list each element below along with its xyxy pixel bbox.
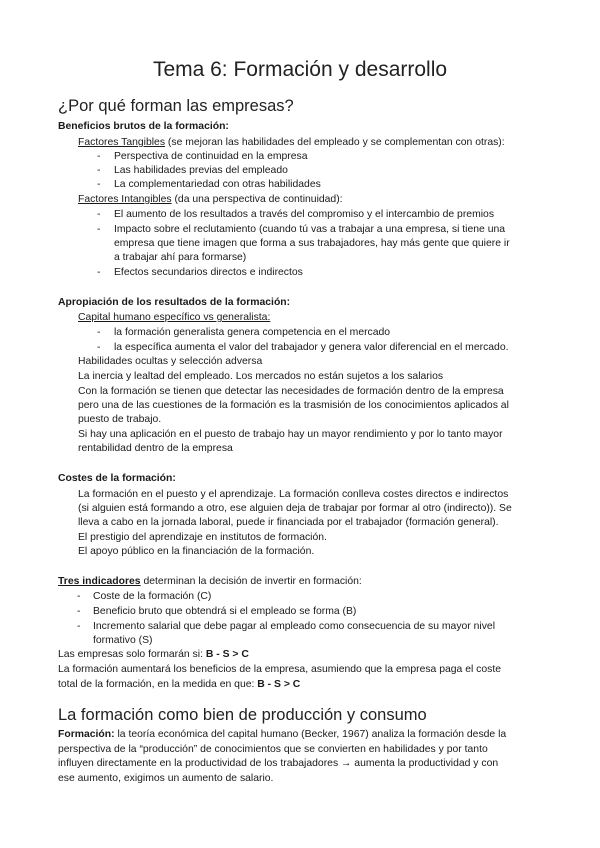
beneficios-heading: Beneficios brutos de la formación:: [58, 121, 229, 132]
list-item: Efectos secundarios directos e indirectos: [114, 267, 303, 278]
formacion-line: [58, 728, 506, 741]
apropiacion-heading: Apropiación de los resultados de la formación:: [58, 297, 291, 308]
aumenta-line2: [58, 678, 300, 691]
dash-bullet: -: [77, 591, 81, 602]
list-item: Coste de la formación (C): [93, 591, 212, 602]
dash-bullet: -: [97, 165, 101, 176]
capital-label: Capital humano específico vs generalista:: [78, 312, 271, 323]
intangibles-label: Factores Intangibles: [78, 194, 172, 205]
costes-heading: Costes de la formación:: [58, 473, 176, 484]
formacion-label: Formación:: [58, 729, 115, 740]
paragraph-line: El apoyo público en la financiación de la formación.: [78, 546, 315, 557]
paragraph-line: rentabilidad dentro de la empresa: [78, 443, 233, 454]
paragraph-line: ese aumento, exigimos un aumento de salario.: [58, 773, 274, 784]
tangibles-label: Factores Tangibles: [78, 137, 166, 148]
dash-bullet: -: [97, 342, 101, 353]
dash-bullet: -: [97, 327, 101, 338]
list-item-cont: a trabajar ahí para formarse): [114, 252, 247, 263]
solo-formaran-line: [58, 648, 249, 661]
section-heading-why-train: ¿Por qué forman las empresas?: [58, 97, 294, 115]
aumenta-formula: B - S > C: [257, 679, 301, 690]
paragraph-line: Habilidades ocultas y selección adversa: [78, 356, 263, 367]
tangibles-rest: (se mejoran las habilidades del empleado y se complementan con otras):: [165, 137, 505, 148]
list-item-cont: formativo (S): [93, 635, 153, 646]
paragraph-line: perspectiva de la “producción” de conocimientos que se convierten en habilidades y por tanto: [58, 744, 488, 755]
paragraph-line: La inercia y lealtad del empleado. Los mercados no están sujetos a los salarios: [78, 371, 444, 382]
list-item-cont: empresa que tiene imagen que forma a sus trabajadores, hay más gente que quiere ir: [114, 238, 510, 249]
list-item: Incremento salarial que debe pagar al empleado como consecuencia de su mayor nivel: [93, 621, 496, 632]
list-item: Perspectiva de continuidad en la empresa: [114, 151, 308, 162]
list-item: El aumento de los resultados a través del compromiso y el intercambio de premios: [114, 209, 495, 220]
list-item: Impacto sobre el reclutamiento (cuando tú vas a trabajar a una empresa, si tiene una: [114, 224, 506, 235]
formacion-rest: la teoría económica del capital humano (Becker, 1967) analiza la formación desde la: [114, 729, 507, 740]
tres-indicadores-rest: determinan la decisión de invertir en formación:: [140, 576, 362, 587]
page-title: Tema 6: Formación y desarrollo: [152, 58, 448, 81]
dash-bullet: -: [97, 151, 101, 162]
paragraph-line: influyen directamente en la productividad de los trabajadores → aumenta la productividad y con: [58, 758, 499, 769]
tangibles-line: [78, 136, 505, 149]
list-item: Las habilidades previas del empleado: [114, 165, 288, 176]
paragraph-line: pero una de las cuestiones de la formación es la trasmisión de los conocimientos aplicados al: [78, 400, 509, 411]
list-item: Beneficio bruto que obtendrá si el empleado se forma (B): [93, 606, 357, 617]
solo-formaran-text: Las empresas solo formarán si:: [58, 649, 206, 660]
tres-indicadores-label: Tres indicadores: [58, 576, 141, 587]
paragraph-line: El prestigio del aprendizaje en institutos de formación.: [78, 532, 327, 543]
list-item: la específica aumenta el valor del trabajador y genera valor diferencial en el mercado.: [114, 342, 509, 353]
paragraph-line: Con la formación se tienen que detectar las necesidades de formación dentro de la empresa: [78, 386, 504, 397]
tres-indicadores-line: [58, 575, 362, 588]
paragraph-line: (si alguien está formando a otro, ese alguien deja de trabajar por formar al otro (indirecto)). Se: [78, 503, 512, 514]
dash-bullet: -: [97, 267, 101, 278]
section-heading-production-consumption: La formación como bien de producción y consumo: [58, 706, 427, 724]
dash-bullet: -: [97, 224, 101, 235]
dash-bullet: -: [77, 606, 81, 617]
intangibles-rest: (da una perspectiva de continuidad):: [171, 194, 343, 205]
paragraph-line: lleva a cabo en la jornada laboral, puede ir financiada por el trabajador (formación general).: [78, 517, 499, 528]
paragraph-line: Si hay una aplicación en el puesto de trabajo hay un mayor rendimiento y por lo tanto mayor: [78, 429, 503, 440]
list-item: La complementariedad con otras habilidades: [114, 179, 321, 190]
dash-bullet: -: [97, 179, 101, 190]
solo-formaran-formula: B - S > C: [205, 649, 249, 660]
paragraph-line: La formación en el puesto y el aprendizaje. La formación conlleva costes directos e indirectos: [78, 489, 509, 500]
dash-bullet: -: [97, 209, 101, 220]
list-item: la formación generalista genera competencia en el mercado: [114, 327, 391, 338]
paragraph-line: puesto de trabajo.: [78, 414, 162, 425]
dash-bullet: -: [77, 621, 81, 632]
intangibles-line: [78, 193, 343, 206]
aumenta-text: total de la formación, en la medida en que:: [58, 679, 258, 690]
paragraph-line: La formación aumentará los beneficios de la empresa, asumiendo que la empresa paga el coste: [58, 664, 502, 675]
